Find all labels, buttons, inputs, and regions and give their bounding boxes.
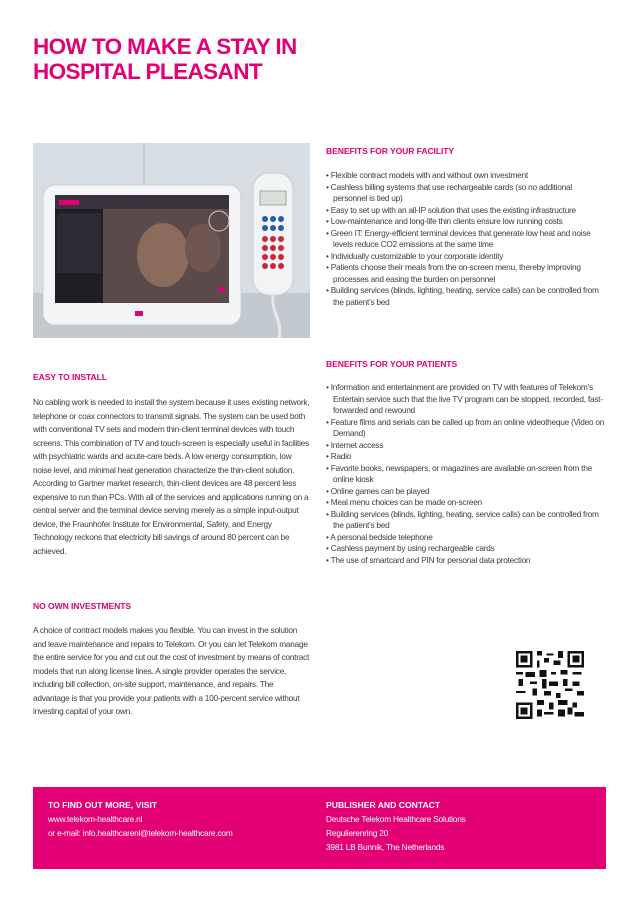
easy-install-text: No cabling work is needed to install the system because it uses existing network, telephone or coax connectors to transmit signals. The system can be used both with conventional TV sets and modern thin-client terminal devices with touch screens. This combination of TV and touch-screen is especially useful in facilities with psychiatric wards and acute-care beds. A low energy consumption, low noise level, and minimal heat generation characterize the thin-client solution. According to Gartner market research, thin-client devices are 48 percent less expensive to run than PCs. With all of the services and applications running on a central server and the terminal device serving merely as a simple input-output device, the Fraunhofer Institute for Environmental, Safety, and Energy Technology reckons that electricity bill savings of around 80 percent can be achieved. [33, 397, 310, 556]
list-item: • Individually customizable to your corporate identity [326, 251, 608, 263]
product-photo [33, 143, 310, 338]
list-item: • Online games can be played [326, 486, 608, 498]
list-item: • Building services (blinds, lighting, heating, service calls) can be controlled from the patient’s bed [326, 285, 608, 308]
publisher-address-street: Regulierenring 20 [326, 828, 389, 838]
qr-code-icon [516, 651, 584, 719]
publisher-address-city: 3981 LB Bunnik, The Netherlands [326, 842, 445, 852]
patient-benefits-heading: BENEFITS FOR YOUR PATIENTS [326, 359, 458, 369]
list-item: • Feature films and serials can be called up from an online videotheque (Video on Demand) [326, 417, 608, 440]
list-item: • Internet access [326, 440, 608, 452]
list-item: • Flexible contract models with and without own investment [326, 170, 608, 182]
list-item: • Favorite books, newspapers, or magazines are available on-screen from the online kiosk [326, 463, 608, 486]
bedside-terminal-illustration [33, 143, 310, 338]
list-item: • The use of smartcard and PIN for personal data protection [326, 555, 608, 567]
list-item: • Information and entertainment are provided on TV with features of Telekom’s Entertain service such that the live TV program can be stopped, recorded, fast-forwarded and rewound [326, 382, 608, 417]
facility-benefits-heading: BENEFITS FOR YOUR FACILITY [326, 146, 455, 156]
publisher-name: Deutsche Telekom Healthcare Solutions [326, 814, 466, 824]
list-item: • Radio [326, 451, 608, 463]
find-out-more-heading: TO FIND OUT MORE, VISIT [48, 800, 158, 810]
list-item: • Easy to set up with an all-IP solution that uses the existing infrastructure [326, 205, 608, 217]
patient-benefits-list [326, 382, 608, 566]
no-investments-text: A choice of contract models makes you flexible. You can invest in the solution and leave maintenance and repairs to Telekom. Or you can let Telekom manage the entire service for you and cut out the cost of investment by means of contract models that run along license lines. A single provider operates the service, including bill collection, on-site support, maintenance, and repairs. The advantage is that you provide your patients with a 100-percent service without investing capital of your own. [33, 625, 310, 716]
website-link[interactable]: www.telekom-healthcare.nl [48, 814, 143, 824]
list-item: • Patients choose their meals from the on-screen menu, thereby improving processes and easing the burden on personnel [326, 262, 608, 285]
no-investments-heading: NO OWN INVESTMENTS [33, 601, 131, 611]
page-title: HOW TO MAKE A STAY IN HOSPITAL PLEASANT [33, 34, 297, 84]
email-link[interactable]: or e-mail: info.healthcarenl@telekom-healthcare.com [48, 828, 233, 838]
list-item: • Green IT: Energy-efficient terminal devices that generate low heat and noise levels reduce CO2 emissions at the same time [326, 228, 608, 251]
footer-contact-band [33, 787, 606, 869]
facility-benefits-list [326, 170, 608, 308]
list-item: • Cashless billing systems that use rechargeable cards (so no additional personnel is tied up) [326, 182, 608, 205]
list-item: • Cashless payment by using rechargeable cards [326, 543, 608, 555]
list-item: • A personal bedside telephone [326, 532, 608, 544]
list-item: • Meal menu choices can be made on-screen [326, 497, 608, 509]
list-item: • Low-maintenance and long-life thin clients ensure low running costs [326, 216, 608, 228]
easy-install-heading: EASY TO INSTALL [33, 372, 107, 382]
list-item: • Building services (blinds, lighting, heating, service calls) can be controlled from the patient’s bed [326, 509, 608, 532]
publisher-heading: PUBLISHER AND CONTACT [326, 800, 441, 810]
